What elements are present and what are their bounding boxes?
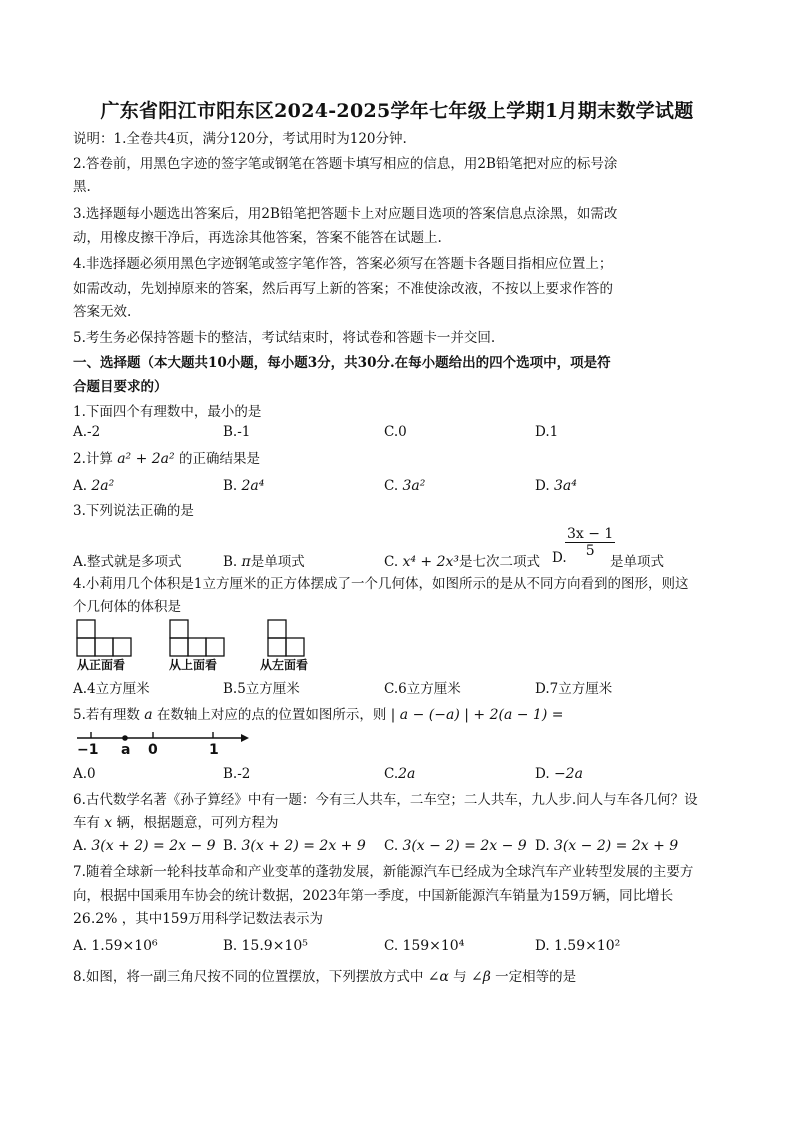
cube-square: [113, 638, 131, 656]
question-5-options: [73, 766, 723, 788]
option-letter: D.: [535, 478, 550, 494]
option-letter: B.: [223, 478, 238, 494]
option-value: 1.59×10⁶: [91, 938, 158, 954]
section-heading: 一、选择题（本大题共10小题，每小题3分，共30分.在每小题给出的四个选项中，项是符: [73, 355, 611, 371]
stem-text: 车有: [73, 815, 100, 831]
question-6-stem: 6.古代数学名著《孙子算经》中有一题：今有三人共车，二车空；二人共车，九人步.问人与车各几何？设: [73, 792, 698, 808]
note-line: 黑.: [73, 179, 91, 195]
option-value: 2a²: [91, 478, 115, 494]
question-8-stem: [73, 966, 723, 989]
option-letter: D.: [535, 838, 550, 854]
option-a: A.0: [73, 766, 96, 782]
option-d: D.1: [535, 424, 559, 440]
question-5-stem: [73, 704, 723, 727]
option-d-letter: D.: [552, 550, 567, 566]
question-7-stem: 7.随着全球新一轮科技革命和产业变革的蓬勃发展，新能源汽车已经成为全球汽车产业转型发展的主要方: [73, 864, 694, 880]
option-d: [535, 478, 577, 494]
three-views-figure: [73, 616, 333, 676]
question-3-options: [73, 526, 723, 572]
number-line: [73, 728, 253, 764]
option-letter: C.: [384, 478, 399, 494]
cube-square: [77, 638, 95, 656]
cube-square: [77, 620, 95, 638]
option-a: A.整式就是多项式: [73, 554, 182, 570]
axis-label: a: [121, 742, 131, 758]
page-title: 广东省阳江市阳东区2024-2025学年七年级上学期1月期末数学试题: [100, 100, 694, 122]
note-line: 5.考生务必保持答题卡的整洁，考试结束时，将试卷和答题卡一并交回.: [73, 330, 496, 346]
stem-text: ，其中159万用科学记数法表示为: [121, 911, 324, 927]
option-c: [384, 766, 415, 782]
view-label-top: 从上面看: [169, 658, 218, 672]
option-letter: C.: [384, 938, 399, 954]
note-line: 3.选择题每小题选出答案后，用2B铅笔把答题卡上对应题目选项的答案信息点涂黑，如需改: [73, 206, 618, 222]
variable: a: [144, 707, 153, 723]
cube-square: [286, 638, 304, 656]
option-value: 2a: [398, 766, 416, 782]
option-letter: B.: [223, 938, 238, 954]
stem-text: 在数轴上对应的点的位置如图所示，则: [156, 707, 387, 723]
stem-text: 辆，根据题意，可列方程为: [116, 815, 279, 831]
cube-square: [206, 638, 224, 656]
percentage: 26.2%: [73, 911, 118, 927]
cube-square: [188, 638, 206, 656]
question-4-stem: 个几何体的体积是: [73, 599, 181, 615]
option-value: 是单项式: [250, 554, 305, 570]
option-c: [384, 550, 540, 570]
option-c: [384, 478, 425, 494]
option-letter: A.: [73, 838, 88, 854]
option-a: A.4立方厘米: [73, 681, 150, 697]
note-line: 2.答卷前，用黑色字迹的签字笔或钢笔在答题卡填写相应的信息，用2B铅笔把对应的标号涂: [73, 156, 618, 172]
option-d: 是单项式: [610, 554, 664, 570]
option-b: [223, 550, 305, 570]
stem-text: 一定相等的是: [495, 969, 577, 985]
option-value: 3(x + 2) = 2x + 9: [241, 838, 366, 854]
option-value: 是七次二项式: [459, 554, 540, 570]
cube-square: [268, 638, 286, 656]
views-drawing: [73, 616, 333, 660]
option-b: B.5立方厘米: [223, 681, 300, 697]
option-c: [384, 838, 527, 854]
option-value: −2a: [553, 766, 583, 782]
cube-square: [170, 638, 188, 656]
option-letter: B.: [223, 554, 238, 570]
cube-square: [268, 620, 286, 638]
option-b: [223, 938, 308, 954]
axis-label: 1: [209, 742, 219, 758]
option-d: [535, 838, 678, 854]
option-b: B.-1: [223, 424, 251, 440]
stem-text: 8.如图，将一副三角尺按不同的位置摆放，下列摆放方式中: [73, 969, 424, 985]
option-letter: D.: [535, 766, 550, 782]
option-a: [73, 938, 158, 954]
view-label-left: 从左面看: [260, 658, 309, 672]
option-math: x⁴ + 2x³: [402, 554, 459, 570]
axis-arrow: [241, 734, 249, 742]
stem-text: 5.若有理数: [73, 707, 140, 723]
option-value: 159×10⁴: [402, 938, 465, 954]
option-value: 1.59×10²: [553, 938, 621, 954]
axis-label: 0: [148, 742, 158, 758]
question-2-stem: [73, 448, 723, 471]
stem-text: 与: [453, 969, 467, 985]
question-7-stem: [73, 908, 723, 931]
option-c: C.0: [384, 424, 407, 440]
question-4-stem: 4.小莉用几个体积是1立方厘米的正方体摆成了一个几何体，如图所示的是从不同方向看到的图形，则这: [73, 576, 689, 592]
option-b: B.-2: [223, 766, 251, 782]
note-line: 动，用橡皮擦干净后，再选涂其他答案，答案不能答在试题上.: [73, 230, 442, 246]
option-letter: B.: [223, 838, 238, 854]
number-line-drawing: [73, 728, 253, 764]
expression: a² + 2a²: [117, 451, 175, 467]
cube-square: [170, 620, 188, 638]
option-value: 3a²: [402, 478, 426, 494]
axis-label: −1: [77, 742, 99, 758]
angle-beta: ∠β: [470, 969, 491, 985]
option-value: 3(x − 2) = 2x − 9: [402, 838, 527, 854]
option-value: 3a⁴: [553, 478, 577, 494]
fraction-numerator: 3x − 1: [567, 526, 614, 542]
option-letter: D.: [535, 938, 550, 954]
note-line: 如需改动，先划掉原来的答案，然后再写上新的答案；不准使涂改液，不按以上要求作答的: [73, 281, 613, 297]
question-1-stem: 1.下面四个有理数中，最小的是: [73, 404, 262, 420]
section-heading: 合题目要求的）: [73, 379, 168, 395]
option-c: C.6立方厘米: [384, 681, 461, 697]
option-letter: A.: [73, 478, 88, 494]
view-label-front: 从正面看: [77, 658, 126, 672]
option-d: [535, 766, 583, 782]
note-line: 答案无效.: [73, 304, 132, 320]
option-c: [384, 938, 464, 954]
option-letter: C.: [384, 554, 399, 570]
option-letter: C.: [384, 766, 399, 782]
option-value: 15.9×10⁵: [241, 938, 308, 954]
point-a: [122, 735, 128, 741]
option-d-fraction: [565, 526, 615, 559]
option-math: π: [241, 554, 251, 570]
option-value: 3(x − 2) = 2x + 9: [553, 838, 679, 854]
option-value: 3(x + 2) = 2x − 9: [91, 838, 216, 854]
expression: | a − (−a) | + 2(a − 1) =: [390, 707, 564, 723]
fraction-denominator: 5: [585, 543, 595, 559]
stem-text: 的正确结果是: [178, 451, 260, 467]
question-6-options: [73, 838, 723, 860]
question-1-options: [73, 424, 723, 446]
question-2-options: [73, 478, 723, 500]
question-6-stem: [73, 812, 723, 835]
variable: x: [104, 815, 113, 831]
option-a: A.-2: [73, 424, 101, 440]
option-d: D.7立方厘米: [535, 681, 613, 697]
question-7-options: [73, 938, 723, 960]
option-value: 2a⁴: [241, 478, 265, 494]
question-4-options: [73, 677, 723, 699]
option-b: [223, 478, 264, 494]
option-letter: C.: [384, 838, 399, 854]
option-d: [535, 938, 620, 954]
question-3-stem: 3.下列说法正确的是: [73, 503, 194, 519]
fraction: [565, 526, 615, 559]
angle-alpha: ∠α: [427, 969, 449, 985]
question-7-stem: 向，根据中国乘用车协会的统计数据，2023年第一季度，中国新能源汽车销量为159万辆，同比增长: [73, 888, 674, 904]
option-a: [73, 478, 114, 494]
note-line: 4.非选择题必须用黑色字迹钢笔或签字笔作答，答案必须写在答题卡各题目指相应位置上；: [73, 256, 613, 272]
note-line: 说明：1.全卷共4页，满分120分，考试用时为120分钟.: [73, 131, 407, 147]
option-a: [73, 838, 216, 854]
option-letter: A.: [73, 938, 88, 954]
cube-square: [95, 638, 113, 656]
stem-text: 2.计算: [73, 451, 113, 467]
option-b: [223, 838, 366, 854]
